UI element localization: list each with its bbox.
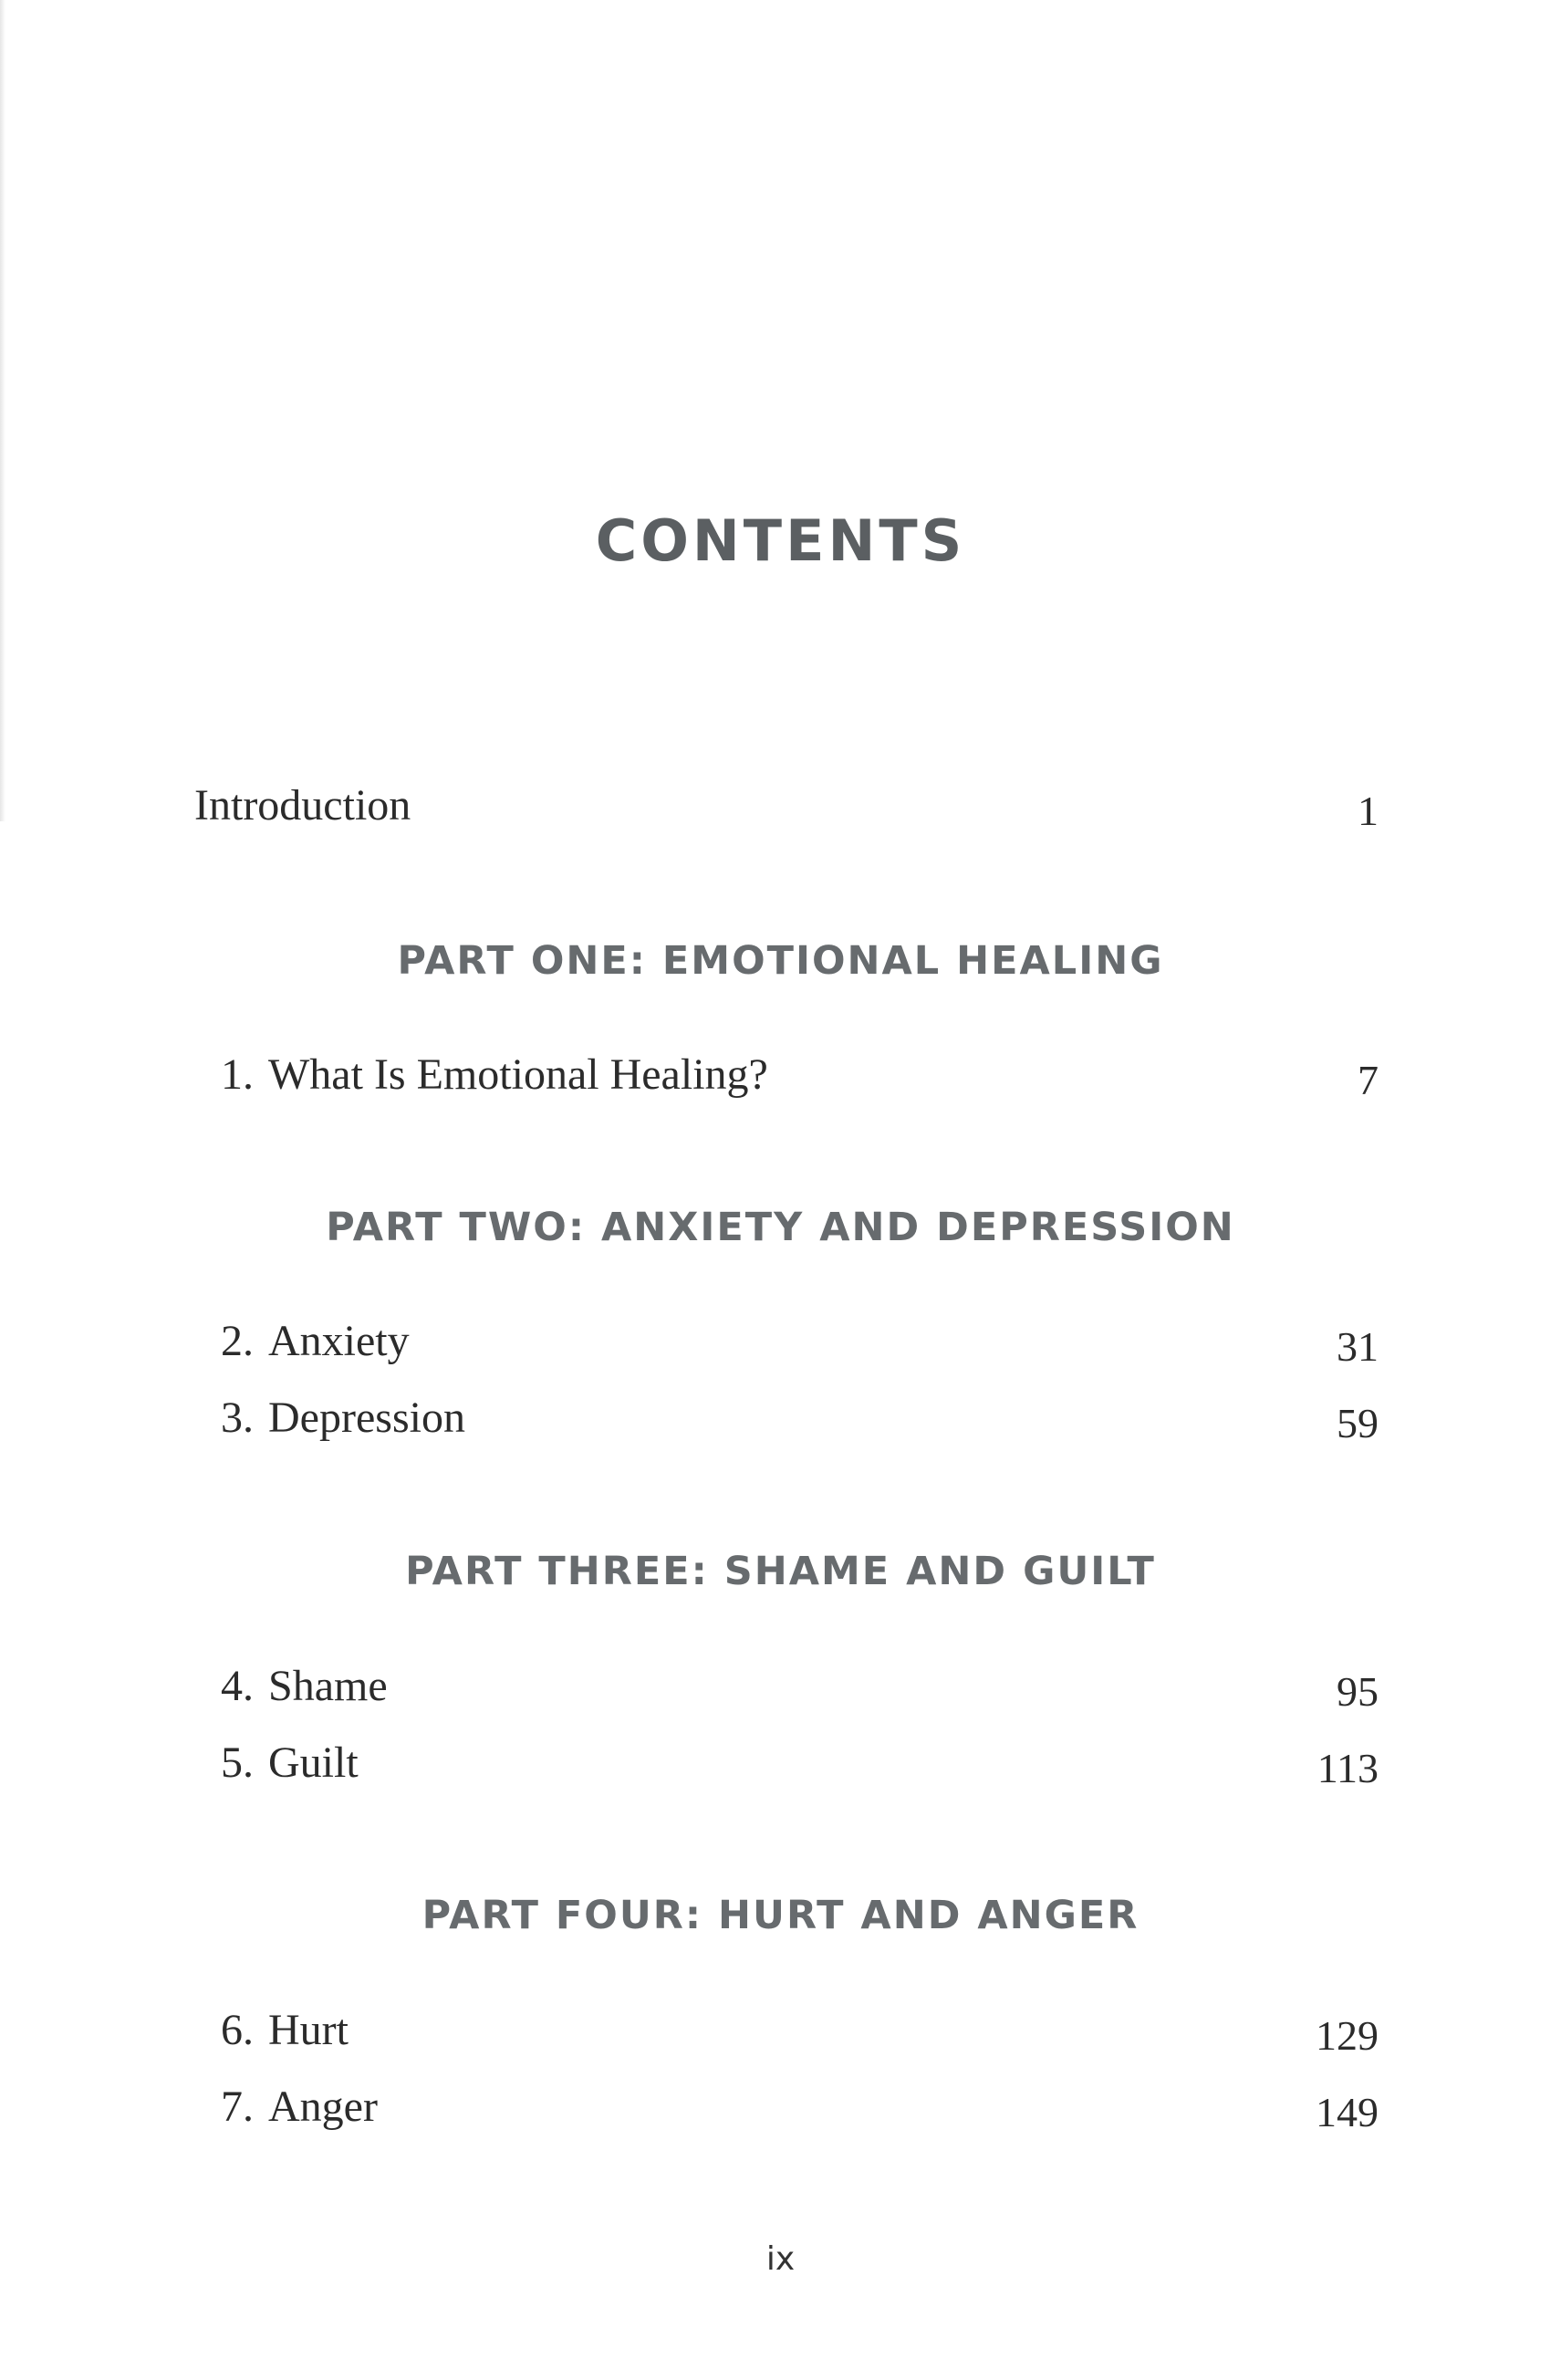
toc-page-number: 59 — [1337, 1400, 1379, 1446]
chapter-title: Anger — [268, 2082, 378, 2131]
chapter-number: 2. — [221, 1317, 254, 1365]
page-title: CONTENTS — [595, 507, 966, 574]
part-heading: PART TWO: ANXIETY AND DEPRESSION — [326, 1205, 1235, 1250]
part-heading: PART ONE: EMOTIONAL HEALING — [397, 938, 1164, 984]
toc-page-number: 95 — [1337, 1668, 1379, 1715]
toc-page-number: 7 — [1358, 1057, 1379, 1103]
chapter-title: Guilt — [268, 1738, 359, 1787]
toc-entry-label: Introduction — [194, 781, 411, 830]
chapter-number: 3. — [221, 1394, 254, 1442]
part-heading: PART FOUR: HURT AND ANGER — [421, 1893, 1140, 1938]
toc-page-number: 31 — [1337, 1323, 1379, 1370]
chapter-number: 5. — [221, 1738, 254, 1787]
chapter-title: Shame — [268, 1662, 388, 1710]
page-edge-shadow — [0, 0, 5, 821]
chapter-number: 1. — [221, 1050, 254, 1099]
chapter-title: Hurt — [268, 2006, 349, 2054]
chapter-number: 4. — [221, 1662, 254, 1710]
toc-page-number: 113 — [1316, 1745, 1379, 1791]
toc-entry-introduction — [194, 780, 411, 830]
chapter-number: 6. — [221, 2006, 254, 2054]
toc-page-number: 129 — [1316, 2012, 1379, 2059]
chapter-number: 7. — [221, 2082, 254, 2131]
chapter-title: Depression — [268, 1394, 465, 1442]
toc-page-number: 149 — [1316, 2089, 1379, 2135]
part-heading: PART THREE: SHAME AND GUILT — [405, 1549, 1156, 1594]
chapter-title: Anxiety — [268, 1317, 410, 1365]
toc-page-number: 1 — [1358, 788, 1379, 834]
chapter-title: What Is Emotional Healing? — [268, 1050, 768, 1099]
folio-page-number: ix — [765, 2240, 796, 2278]
